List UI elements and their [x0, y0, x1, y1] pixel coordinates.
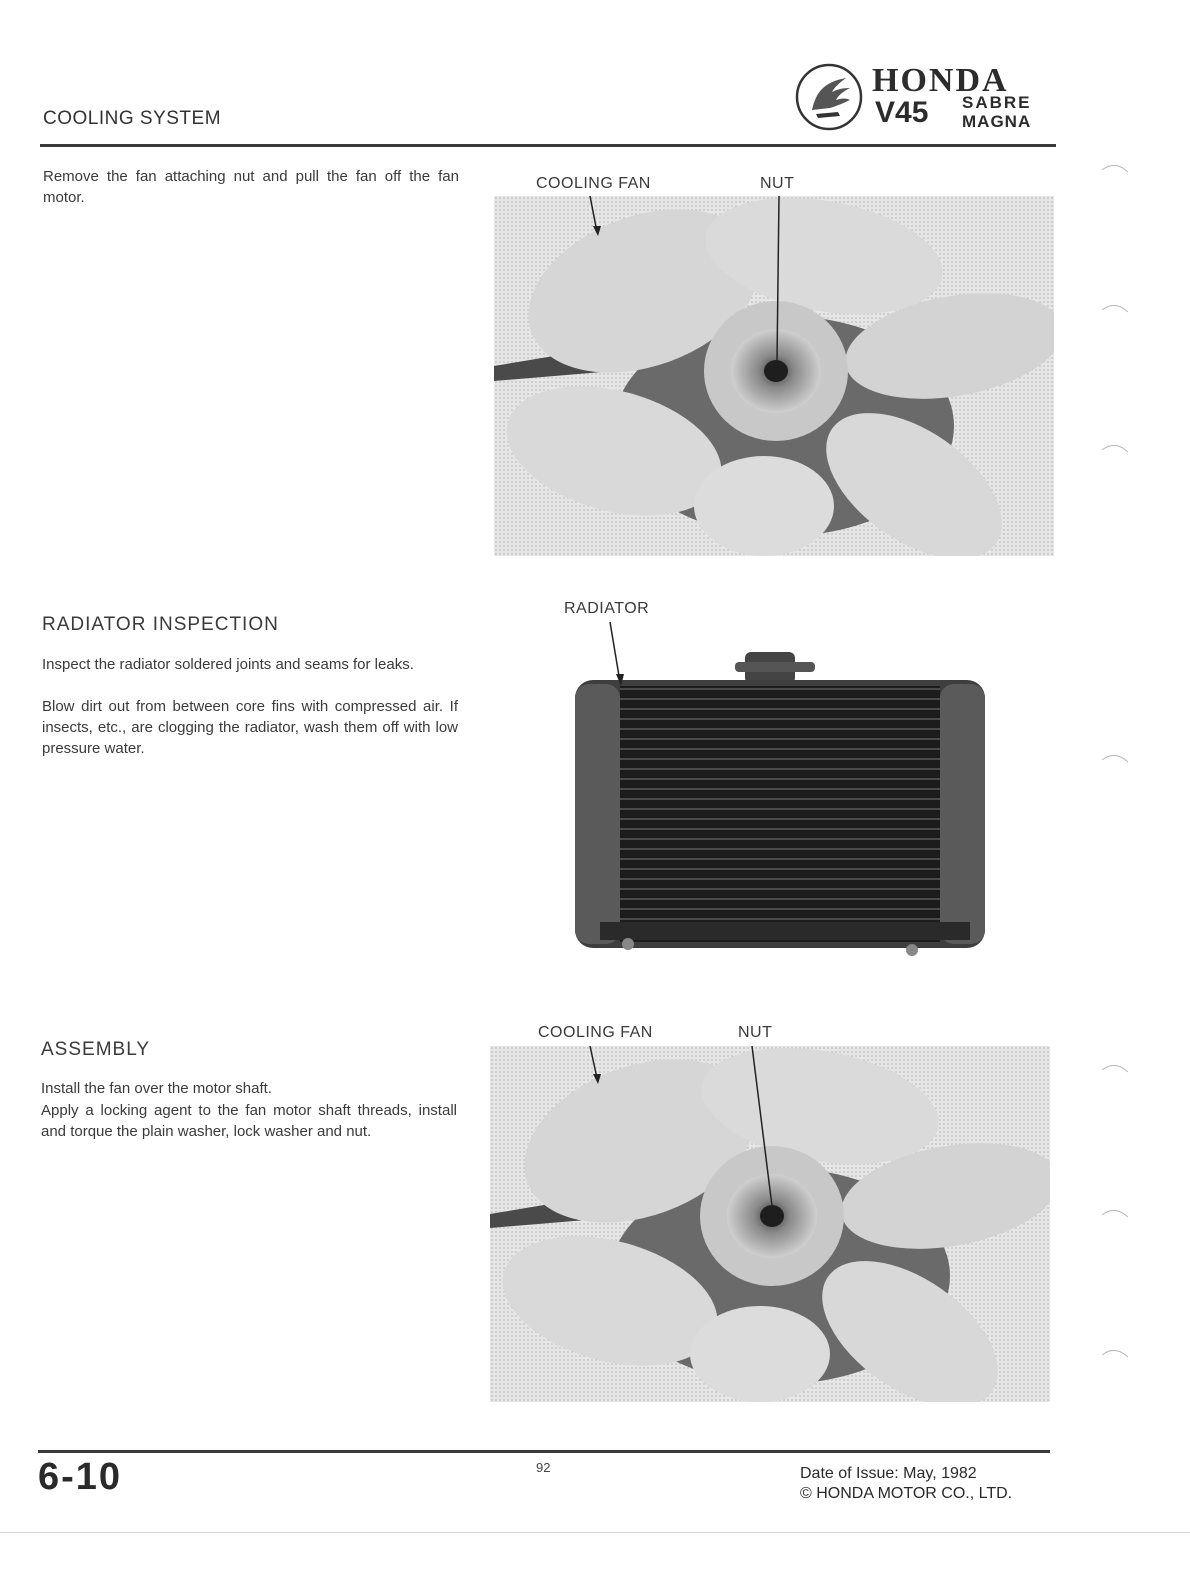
radiator-photo: [490, 622, 1010, 972]
edge-mark: [1100, 1205, 1130, 1219]
radiator-inspection-p2: Blow dirt out from between core fins with compressed air. If insects, etc., are clogging the radiator, wash them off with low pressure water.: [42, 698, 458, 757]
figure3-label-nut: NUT: [738, 1024, 773, 1041]
issue-info: [800, 1464, 1012, 1504]
figure1-label-cooling-fan: COOLING FAN: [536, 175, 651, 192]
assembly-p2: Apply a locking agent to the fan motor shaft threads, install and torque the plain washer, lock washer and nut.: [41, 1102, 457, 1140]
scan-edge-line: [0, 1532, 1190, 1533]
figure3-label-cooling-fan: COOLING FAN: [538, 1024, 653, 1041]
copyright: © HONDA MOTOR CO., LTD.: [800, 1485, 1013, 1502]
assembly-p1: Install the fan over the motor shaft.: [41, 1080, 272, 1097]
edge-mark: [1100, 1060, 1130, 1074]
edge-mark: [1100, 440, 1130, 454]
page-code: 6-10: [38, 1456, 123, 1498]
edge-mark: [1100, 300, 1130, 314]
figure1-label-nut: NUT: [760, 175, 795, 192]
figure2-label-radiator: RADIATOR: [564, 600, 650, 617]
page-number: 92: [536, 1460, 551, 1475]
model-sabre: SABRE: [962, 93, 1032, 112]
header-rule: [40, 144, 1056, 147]
edge-mark: [1100, 750, 1130, 764]
brand-name: HONDA: [872, 62, 1009, 99]
cooling-fan-assembly-photo: [490, 1046, 1050, 1402]
edge-mark: [1100, 1345, 1130, 1359]
radiator-inspection-p1: Inspect the radiator soldered joints and seams for leaks.: [42, 656, 414, 673]
issue-date: Date of Issue: May, 1982: [800, 1465, 977, 1482]
edge-mark: [1100, 160, 1130, 174]
assembly-heading: ASSEMBLY: [41, 1039, 151, 1060]
honda-wing-logo: [794, 62, 864, 132]
section-title: COOLING SYSTEM: [43, 108, 222, 129]
model-name: V45: [875, 96, 929, 129]
cooling-fan-photo: [494, 196, 1054, 556]
radiator-inspection-heading: RADIATOR INSPECTION: [42, 614, 279, 635]
intro-text: Remove the fan attaching nut and pull the fan off the fan motor.: [43, 168, 459, 206]
model-magna: MAGNA: [962, 112, 1032, 131]
footer-rule: [38, 1450, 1050, 1453]
